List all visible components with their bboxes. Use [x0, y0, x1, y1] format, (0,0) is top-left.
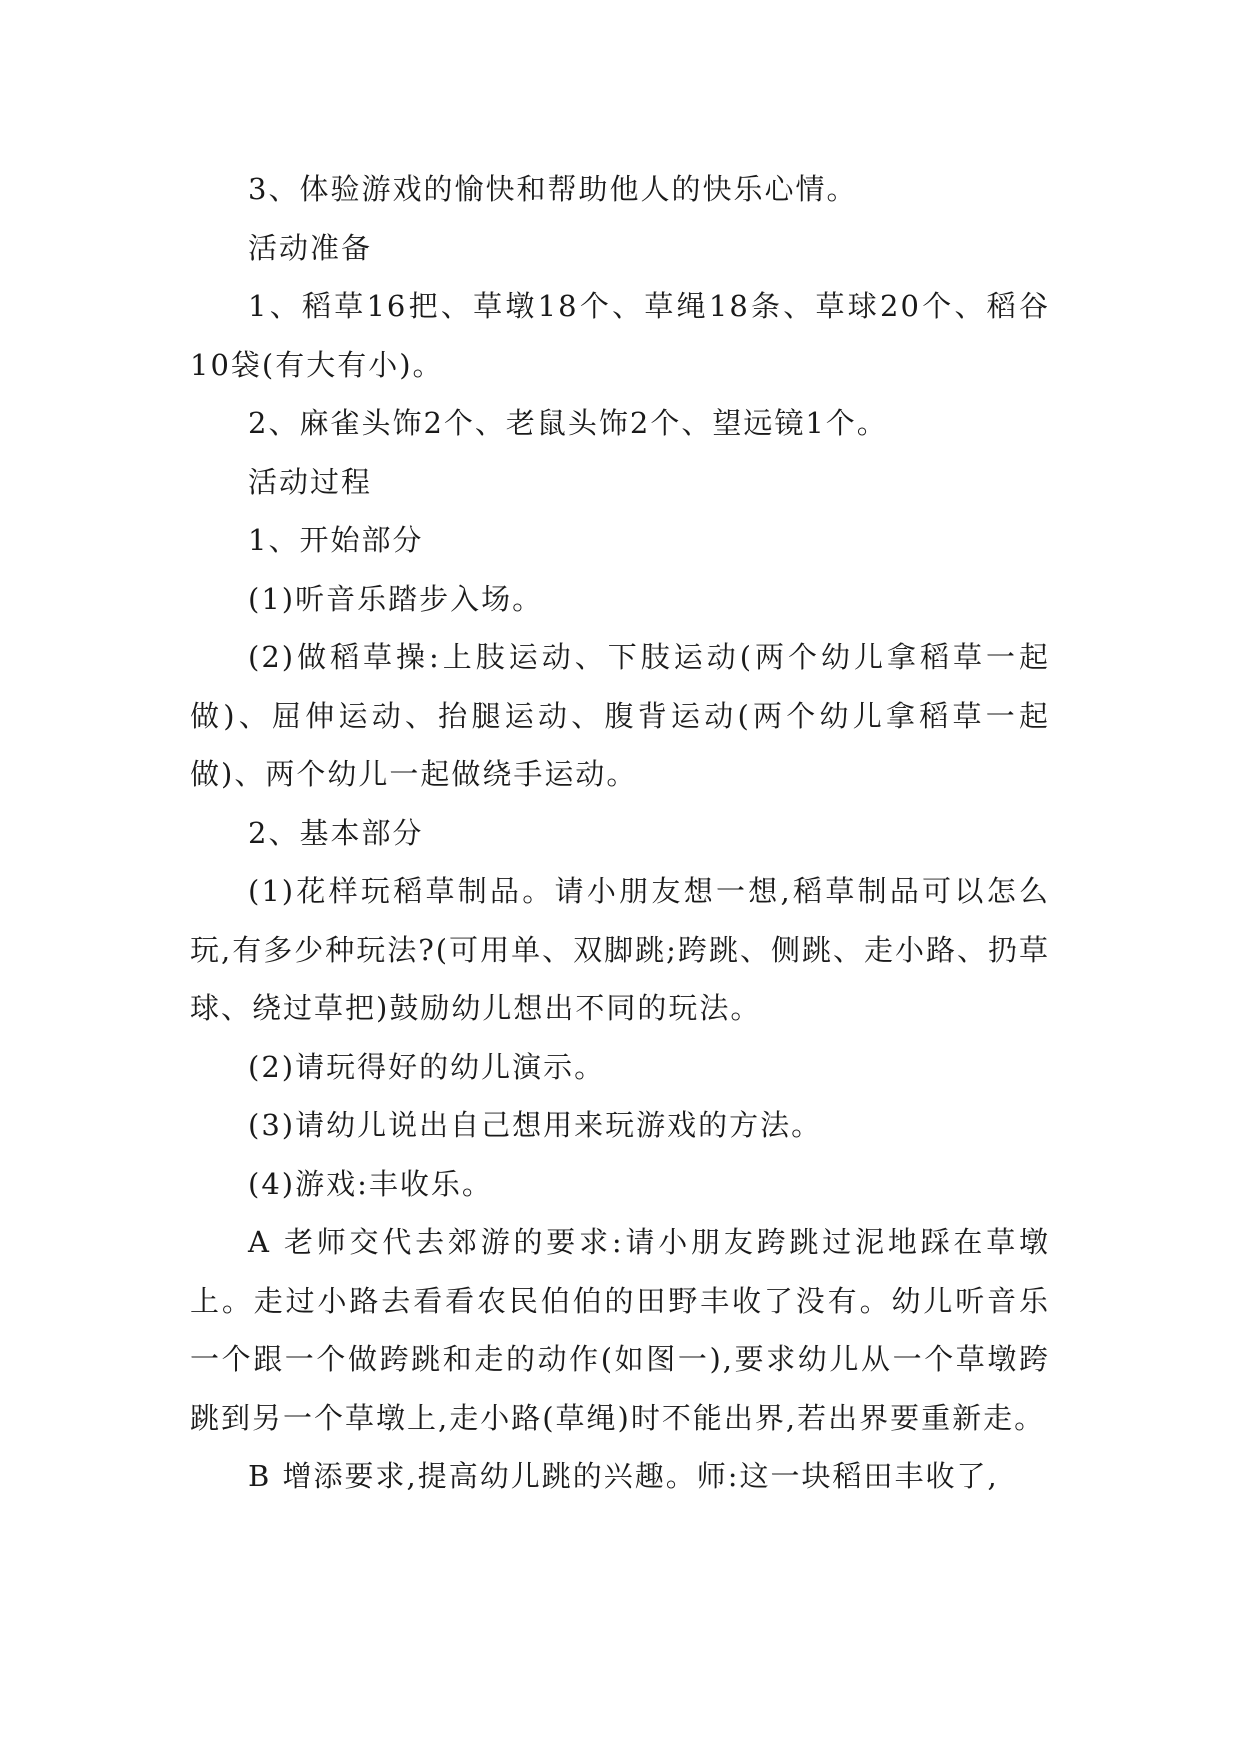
section-heading: 活动准备	[248, 230, 373, 265]
paragraph: 3、体验游戏的愉快和帮助他人的快乐心情。	[248, 172, 858, 206]
paragraph: A 老师交代去郊游的要求:请小朋友跨跳过泥地踩在草墩上。走过小路去看看农民伯伯的田野丰收了没有。幼儿听音乐一个跟一个做跨跳和走的动作(如图一),要求幼儿从一个草墩跨跳到另一个草墩上,走小路(草绳)时不能出界,若出界要重新走。	[190, 1225, 1050, 1435]
paragraph: (2)请玩得好的幼儿演示。	[248, 1049, 606, 1084]
paragraph: (3)请幼儿说出自己想用来玩游戏的方法。	[248, 1108, 823, 1142]
document-body	[190, 160, 1050, 1506]
paragraph: 2、麻雀头饰2个、老鼠头饰2个、望远镜1个。	[248, 406, 888, 440]
paragraph: (1)花样玩稻草制品。请小朋友想一想,稻草制品可以怎么玩,有多少种玩法?(可用单、双脚跳;跨跳、侧跳、走小路、扔草球、绕过草把)鼓励幼儿想出不同的玩法。	[190, 874, 1050, 1025]
paragraph: 1、稻草16把、草墩18个、草绳18条、草球20个、稻谷10袋(有大有小)。	[190, 289, 1050, 382]
paragraph: B 增添要求,提高幼儿跳的兴趣。师:这一块稻田丰收了,	[248, 1459, 999, 1493]
section-heading: 活动过程	[248, 464, 373, 499]
paragraph: (4)游戏:丰收乐。	[248, 1166, 493, 1201]
subsection-heading: 2、基本部分	[248, 815, 424, 850]
paragraph: (1)听音乐踏步入场。	[248, 581, 544, 616]
paragraph: (2)做稻草操:上肢运动、下肢运动(两个幼儿拿稻草一起做)、屈伸运动、抬腿运动、腹背运动(两个幼儿拿稻草一起做)、两个幼儿一起做绕手运动。	[190, 640, 1050, 791]
subsection-heading: 1、开始部分	[248, 523, 424, 557]
